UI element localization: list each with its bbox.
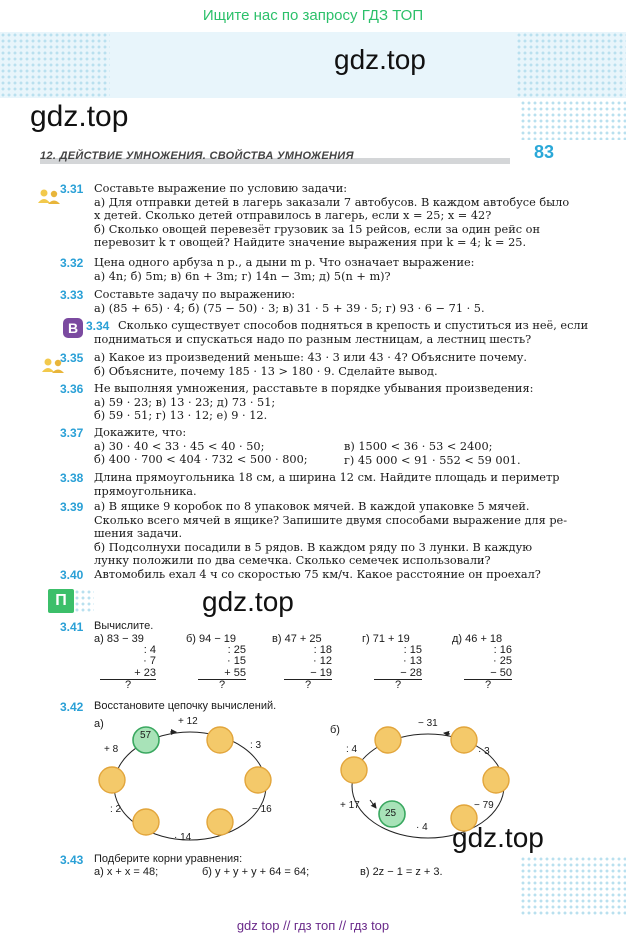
watermark: gdz.top — [202, 586, 294, 617]
chain-start-value: 25 — [385, 808, 397, 819]
badge-v-icon: В — [63, 318, 83, 338]
calc-column: : 18 · 12 − 19 ? — [284, 645, 332, 691]
chain-circle[interactable] — [451, 727, 477, 753]
chain-circle[interactable] — [207, 727, 233, 753]
task-title: Восстановите цепочку вычислений. — [94, 700, 277, 712]
calc-column: в) 47 + 25 — [272, 633, 322, 645]
task-number: 3.37 — [60, 426, 84, 440]
chain-start-value: 57 — [140, 730, 152, 741]
chain-op: − 31 — [418, 718, 438, 729]
calc-column: а) 83 − 39 — [94, 633, 144, 645]
watermark: gdz.top — [452, 822, 544, 853]
task-text: Длина прямоугольника 18 см, а ширина 12 см. Найдите площадь и периметр прямоугольника. — [94, 471, 560, 498]
chain-circle[interactable] — [99, 767, 125, 793]
chain-op: · 14 — [174, 832, 192, 843]
chain-circle[interactable] — [483, 767, 509, 793]
calc-column: г) 71 + 19 — [362, 633, 410, 645]
pair-work-icon — [36, 188, 62, 204]
task-text: Автомобиль ехал 4 ч со скоростью 75 км/ч. Какое расстояние он проехал? — [94, 568, 541, 581]
chain-circle[interactable] — [133, 809, 159, 835]
task-number: 3.35 — [60, 351, 84, 365]
task-title: Вычислите. — [94, 620, 154, 632]
task-title: Подберите корни уравнения: — [94, 853, 243, 865]
chain-circle[interactable] — [375, 727, 401, 753]
decor-dots-left — [0, 32, 110, 98]
chain-op: · 4 — [416, 822, 428, 833]
chain-op: · 3 — [478, 746, 490, 757]
watermark: gdz.top — [30, 100, 129, 133]
task-number: 3.33 — [60, 288, 84, 302]
chain-label: а) — [94, 718, 104, 730]
calc-column: : 4 · 7 + 23 ? — [100, 645, 156, 691]
calc-column: д) 46 + 18 — [452, 633, 503, 645]
task-text: а) В ящике 9 коробок по 8 упаковок мячей. В каждой упаковке 5 мячей. Сколько всего мячей в ящике? Запишите двумя способами выражение для ре- шения задачи. б) Подсолнухи посадили в 5 рядов. В каждом ряду по 3 лунки. В каждую лунку положили по два семечка. Сколько семечек использовали? — [94, 500, 568, 568]
chain-label: б) — [330, 724, 340, 736]
calc-column: б) 94 − 19 — [186, 633, 237, 645]
task-number: 3.31 — [60, 182, 84, 196]
chain-circle[interactable] — [207, 809, 233, 835]
chain-op: + 17 — [340, 800, 360, 811]
task-number: 3.36 — [60, 382, 84, 396]
page-number: 83 — [534, 142, 555, 162]
chain-op: − 16 — [252, 804, 272, 815]
task-text: подниматься и спускаться надо по разным лестницам, а лестниц шесть? — [94, 333, 532, 346]
task-number: 3.32 — [60, 256, 84, 270]
calc-column: : 25 · 15 + 55 ? — [198, 645, 246, 691]
chain-op: + 12 — [178, 716, 198, 727]
chain-op: + 8 — [104, 744, 119, 755]
decor-dots-page — [520, 100, 626, 140]
equation: а) x + x = 48; — [94, 866, 159, 878]
task-number: 3.39 — [60, 500, 84, 514]
chain-circle[interactable] — [341, 757, 367, 783]
equation: в) 2z − 1 = z + 3. — [360, 866, 443, 878]
calc-column: : 16 · 25 − 50 ? — [464, 645, 512, 691]
task-number: 3.40 — [60, 568, 84, 582]
section-header: 12. ДЕЙСТВИЕ УМНОЖЕНИЯ. СВОЙСТВА УМНОЖЕНИЯ — [40, 144, 510, 164]
task-text: Сколько существует способов подняться в крепость и спуститься из неё, если — [118, 319, 589, 332]
task-text: Не выполняя умножения, расставьте в порядке убывания произведения: а) 59 · 23; в) 13 · 23; д) 73 · 51; б) 59 · 51; г) 13 · 12; е) 9 · 12. — [94, 382, 534, 423]
decor-dots-right — [516, 32, 626, 98]
calc-column: : 15 · 13 − 28 ? — [374, 645, 422, 691]
badge-p-icon: П — [48, 589, 74, 613]
task-number: 3.34 — [86, 319, 110, 333]
chain-op: : 4 — [346, 744, 358, 755]
task-text: Цена одного арбуза n р., а дыни m р. Что означает выражение: а) 4n; б) 5m; в) 6n + 3m; г) 14n − 3m; д) 5(n + m)? — [94, 256, 475, 283]
footer-links[interactable]: gdz top // гдз топ // гдз top — [236, 918, 390, 933]
chain-op: − 79 — [474, 800, 494, 811]
watermark: gdz.top — [334, 44, 426, 75]
task-text: Составьте задачу по выражению: а) (85 + 65) · 4; б) (75 − 50) · 3; в) 31 · 5 + 39 · 5; г) 93 · 6 − 71 · 5. — [94, 288, 485, 315]
task-number: 3.41 — [60, 620, 84, 634]
task-text: в) 1500 < 36 · 53 < 2400; г) 45 000 < 91 · 552 < 59 001. — [344, 440, 521, 467]
top-banner[interactable]: Ищите нас по запросу ГДЗ ТОП — [202, 7, 424, 24]
equation: б) y + y + y + 64 = 64; — [202, 866, 310, 878]
chain-circle[interactable] — [245, 767, 271, 793]
task-text: Составьте выражение по условию задачи: а) Для отправки детей в лагерь заказали 7 автобусов. В каждом автобусе было x детей. Сколько детей отправилось в лагерь, если x = 25; x = 42? б) Сколько овощей перевезёт грузовик за 15 рейсов, если за один рейс он перевозит k т овощей? Найдите значение выражения при k = 4; k = 25. — [94, 182, 570, 250]
decor-dots — [74, 589, 94, 613]
chain-op: : 3 — [250, 740, 262, 751]
task-number: 3.43 — [60, 853, 84, 867]
task-number: 3.38 — [60, 471, 84, 485]
chain-op: : 2 — [110, 804, 122, 815]
task-number: 3.42 — [60, 700, 84, 714]
decor-dots-bottom — [520, 856, 626, 916]
task-text: Докажите, что: а) 30 · 40 < 33 · 45 < 40 · 50; б) 400 · 700 < 404 · 732 < 500 · 800; — [94, 426, 308, 467]
task-text: а) Какое из произведений меньше: 43 · 3 или 43 · 4? Объясните почему. б) Объясните, почему 185 · 13 > 180 · 9. Сделайте вывод. — [94, 351, 528, 378]
